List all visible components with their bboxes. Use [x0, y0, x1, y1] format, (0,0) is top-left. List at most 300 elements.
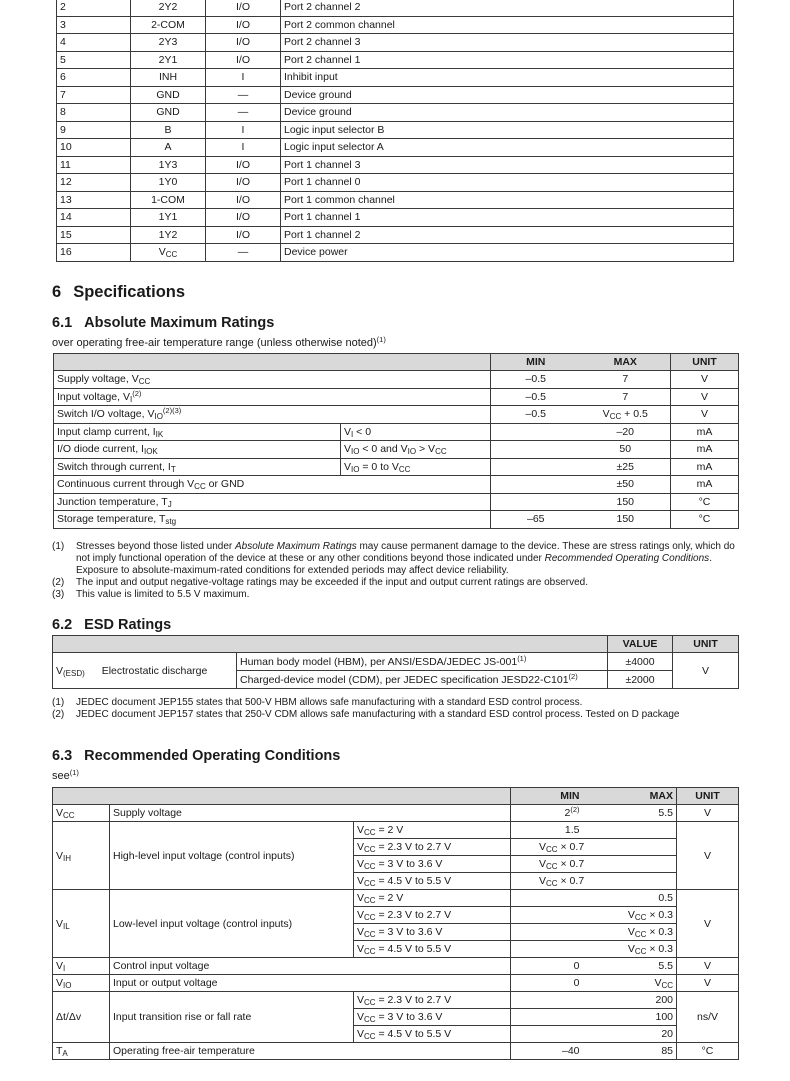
min-value [511, 822, 594, 839]
header-max: MAX [594, 788, 677, 805]
pin-description: Logic input selector B [281, 121, 734, 139]
symbol-cell [53, 992, 110, 1043]
symbol-tail: = 2 V [375, 824, 404, 836]
emphasis: Recommended Operating Conditions [544, 553, 710, 564]
table-row [57, 69, 734, 87]
section-6-2-heading [52, 617, 171, 633]
max-value [594, 958, 677, 975]
cond-tail: < 0 [353, 425, 372, 438]
table-row [57, 191, 734, 209]
symbol [357, 841, 451, 853]
cond-text: V [344, 460, 352, 473]
emphasis: Absolute Maximum Ratings [234, 541, 357, 552]
pin-io: I [206, 121, 281, 139]
min-value: –0.5 [491, 406, 581, 424]
symbol [56, 977, 71, 989]
min-value [491, 493, 581, 511]
cond-tail: < 0 and V [359, 443, 408, 456]
section-title: ESD Ratings [84, 617, 172, 633]
symbol-main: V [56, 960, 64, 972]
pin-io: — [206, 86, 281, 104]
parameter [54, 406, 491, 424]
pin-name: 1Y0 [131, 174, 206, 192]
symbol-tail: = 4.5 V to 5.5 V [375, 875, 452, 887]
parameter [54, 476, 491, 494]
min-value [511, 873, 594, 890]
table-row [54, 371, 739, 389]
param-text: Input clamp current, I [57, 425, 156, 438]
symbol [357, 1011, 442, 1023]
unit: V [677, 975, 739, 992]
table-row-ta [53, 1043, 739, 1060]
unit: V [677, 822, 739, 890]
header-min: MIN [491, 354, 581, 371]
header-blank [53, 788, 511, 805]
esd-model-cdm [237, 671, 608, 689]
max-value [594, 839, 677, 856]
condition [354, 839, 511, 856]
section-6-3-heading [52, 748, 340, 764]
parameter: Input or output voltage [110, 975, 511, 992]
pin-name: 2Y2 [131, 0, 206, 16]
cond-sub: CC [435, 447, 447, 457]
symbol [628, 926, 673, 938]
symbol-main: V [357, 841, 365, 853]
symbol [357, 926, 442, 938]
pin-number: 6 [57, 69, 131, 87]
symbol-sub: CC [364, 879, 376, 888]
symbol-main: V [357, 858, 365, 870]
condition [341, 458, 491, 476]
symbol-tail: × 0.3 [646, 909, 674, 921]
max-text: 20 [661, 1028, 674, 1040]
cond-sub: I [351, 429, 354, 439]
symbol-sub: CC [364, 828, 376, 837]
unit: V [671, 388, 739, 406]
symbol [628, 943, 673, 955]
max-value [594, 822, 677, 839]
unit: mA [671, 476, 739, 494]
table-row [54, 441, 739, 459]
max-text: ±50 [616, 478, 634, 491]
pin-io: — [206, 104, 281, 122]
condition [354, 856, 511, 873]
symbol-sub: CC [546, 879, 558, 888]
symbol-tail: = 2 V [375, 892, 404, 904]
min-value [511, 805, 594, 822]
symbol-main: V [539, 875, 547, 887]
min-text: 2 [564, 807, 571, 819]
symbol-sub: (ESD) [63, 668, 85, 678]
unit: V [677, 890, 739, 958]
max-text: 150 [616, 495, 635, 508]
max-sub: CC [661, 981, 674, 990]
symbol-sub: CC [364, 862, 376, 871]
symbol [357, 875, 451, 887]
symbol-sub: IH [63, 853, 72, 863]
min-value [511, 958, 594, 975]
pin-number: 11 [57, 156, 131, 174]
symbol-tail: × 0.3 [646, 926, 674, 938]
pin-description: Device power [281, 244, 734, 262]
parameter [54, 441, 341, 459]
cond-sub: IO [351, 464, 360, 474]
model-text: Human body model (HBM), per ANSI/ESDA/JEDEC JS-001 [240, 655, 518, 668]
table-row-vil [53, 890, 739, 907]
caption-text: over operating free-air temperature range (unless otherwise noted) [52, 337, 377, 349]
max-text: 50 [619, 443, 632, 456]
symbol-sub: CC [364, 896, 376, 905]
pin-number: 15 [57, 226, 131, 244]
symbol [539, 841, 584, 853]
pin-description: Port 1 channel 2 [281, 226, 734, 244]
section-number: 6.3 [52, 748, 73, 764]
symbol [159, 246, 178, 258]
symbol-sub: CC [364, 1015, 376, 1024]
max-value [594, 1043, 677, 1060]
pin-number: 5 [57, 51, 131, 69]
max-value [594, 975, 677, 992]
pin-io: I/O [206, 0, 281, 16]
min-text: 0 [573, 977, 580, 989]
symbol-main: V [357, 994, 365, 1006]
esd-param: Electrostatic discharge [101, 664, 208, 677]
max-text: 100 [655, 1011, 674, 1023]
condition [354, 822, 511, 839]
section-title: Absolute Maximum Ratings [84, 315, 275, 331]
table-row-vio [53, 975, 739, 992]
table-row [57, 104, 734, 122]
min-value [491, 458, 581, 476]
symbol-main: V [627, 909, 635, 921]
footnote [52, 709, 742, 721]
max-text: –20 [616, 425, 635, 438]
symbol [56, 807, 75, 819]
param-tail: or GND [205, 478, 245, 491]
symbol-sub: CC [364, 1032, 376, 1041]
table-row [57, 244, 734, 262]
amr-footnotes [52, 541, 742, 601]
max-sub: CC [609, 412, 622, 422]
table-row [57, 174, 734, 192]
pin-name: 1Y3 [131, 156, 206, 174]
cond-text: V [344, 443, 352, 456]
parameter: Control input voltage [110, 958, 511, 975]
symbol-sub: CC [165, 250, 178, 260]
header-max: MAX [581, 354, 671, 371]
footnote-ref: (1) [517, 653, 527, 663]
pin-description: Port 2 channel 2 [281, 0, 734, 16]
symbol [357, 994, 451, 1006]
symbol-cell [53, 975, 110, 992]
parameter: Input transition rise or fall rate [110, 992, 354, 1043]
symbol-main: V [539, 841, 547, 853]
pin-io: I [206, 69, 281, 87]
symbol [539, 858, 584, 870]
pin-number: 4 [57, 34, 131, 52]
pin-name: INH [131, 69, 206, 87]
condition [354, 941, 511, 958]
unit: °C [671, 511, 739, 529]
footnote [52, 541, 742, 577]
table-row [54, 388, 739, 406]
max-value [581, 441, 671, 459]
section-number: 6 [52, 283, 62, 301]
pin-number: 7 [57, 86, 131, 104]
symbol-main: V [56, 849, 64, 862]
param-text: Switch I/O voltage, V [57, 408, 155, 421]
pin-description: Logic input selector A [281, 139, 734, 157]
esd-value-cdm: ±2000 [608, 671, 673, 689]
max-text: 7 [622, 390, 629, 403]
symbol-cell [53, 822, 110, 890]
symbol-tail: × 0.7 [557, 841, 585, 853]
pin-io: I/O [206, 51, 281, 69]
pin-description: Port 1 channel 3 [281, 156, 734, 174]
unit: mA [671, 423, 739, 441]
parameter: Operating free-air temperature [110, 1043, 511, 1060]
unit: mA [671, 458, 739, 476]
max-text: ±25 [616, 460, 634, 473]
footnote-ref: (1) [69, 768, 79, 777]
symbol: Δt/Δv [56, 1011, 82, 1023]
table-row-vih [53, 822, 739, 839]
symbol-sub: CC [364, 947, 376, 956]
symbol-tail: = 3 V to 3.6 V [375, 858, 443, 870]
min-text: 0 [573, 960, 580, 972]
max-value [581, 511, 671, 529]
max-value [594, 873, 677, 890]
symbol-sub: CC [364, 930, 376, 939]
param-sub: T [170, 464, 176, 474]
esd-model-hbm [237, 653, 608, 671]
unit: °C [677, 1043, 739, 1060]
max-value [581, 406, 671, 424]
parameter: Supply voltage [110, 805, 511, 822]
pin-name [131, 244, 206, 262]
pin-io: I/O [206, 174, 281, 192]
pin-io: I/O [206, 34, 281, 52]
symbol [357, 909, 451, 921]
amr-caption [52, 337, 386, 349]
symbol-main: T [56, 1045, 63, 1057]
pin-name: A [131, 139, 206, 157]
symbol-main: V [357, 926, 365, 938]
table-row [57, 34, 734, 52]
footnote [52, 589, 742, 601]
cond-tail: > V [416, 443, 436, 456]
param-sub: I [129, 394, 133, 404]
min-text: 1.5 [564, 824, 580, 836]
symbol-sub: CC [63, 811, 75, 820]
header-value: VALUE [608, 636, 673, 653]
max-value [581, 476, 671, 494]
table-row [54, 511, 739, 529]
min-value [511, 1009, 594, 1026]
min-value: –0.5 [491, 371, 581, 389]
table-row [54, 423, 739, 441]
roc-caption [52, 770, 79, 782]
table-row [57, 156, 734, 174]
symbol-tail: × 0.7 [557, 875, 585, 887]
min-value [491, 476, 581, 494]
table-row-vi [53, 958, 739, 975]
min-value [511, 1026, 594, 1043]
symbol-main: V [56, 664, 64, 677]
min-value: –65 [491, 511, 581, 529]
symbol-sub: CC [546, 845, 558, 854]
condition [341, 441, 491, 459]
absolute-max-ratings-table [53, 353, 739, 529]
symbol [56, 918, 70, 930]
max-tail: + 0.5 [621, 408, 648, 421]
cond-sub: IO [407, 447, 417, 457]
pin-name: 1-COM [131, 191, 206, 209]
symbol-cell [53, 805, 110, 822]
parameter [54, 423, 341, 441]
header-unit: UNIT [673, 636, 739, 653]
max-value [594, 805, 677, 822]
max-value [594, 941, 677, 958]
condition [354, 873, 511, 890]
esd-symbol-param [53, 653, 237, 689]
symbol-main: V [357, 1011, 365, 1023]
symbol-main: V [357, 943, 365, 955]
min-value [511, 890, 594, 907]
symbol-sub: CC [634, 913, 647, 922]
condition [354, 1026, 511, 1043]
cond-text: V [344, 425, 352, 438]
symbol-main: V [357, 824, 365, 836]
footnote-number: (2) [52, 577, 65, 588]
condition [354, 992, 511, 1009]
symbol [56, 1045, 68, 1057]
max-value [581, 371, 671, 389]
max-text: 150 [616, 513, 635, 526]
table-row [57, 121, 734, 139]
header-blank [53, 636, 608, 653]
footnote-ref: (1) [376, 335, 386, 344]
unit: mA [671, 441, 739, 459]
symbol-main: V [56, 807, 64, 819]
pin-name: 2Y1 [131, 51, 206, 69]
symbol-tail: = 4.5 V to 5.5 V [375, 1028, 452, 1040]
footnote-number: (1) [52, 541, 65, 552]
max-value [594, 1009, 677, 1026]
unit: V [671, 371, 739, 389]
pin-io: I/O [206, 156, 281, 174]
pin-description: Device ground [281, 86, 734, 104]
unit: V [677, 805, 739, 822]
pin-name: 1Y2 [131, 226, 206, 244]
pin-io: — [206, 244, 281, 262]
pin-number: 14 [57, 209, 131, 227]
max-text: 0.5 [658, 892, 674, 904]
symbol-sub: CC [634, 947, 647, 956]
param-sub: stg [165, 517, 177, 527]
header-unit: UNIT [677, 788, 739, 805]
min-value [511, 975, 594, 992]
symbol-main: V [158, 246, 166, 259]
header-blank [54, 354, 491, 371]
pin-io: I/O [206, 209, 281, 227]
symbol-main: V [627, 926, 635, 938]
pin-number: 13 [57, 191, 131, 209]
max-text: 200 [655, 994, 674, 1006]
pin-description: Port 2 channel 3 [281, 34, 734, 52]
param-text: I/O diode current, I [57, 443, 144, 456]
min-value [511, 839, 594, 856]
max-text: 7 [622, 373, 629, 386]
min-value [511, 1043, 594, 1060]
header-unit: UNIT [671, 354, 739, 371]
condition [341, 423, 491, 441]
pin-io: I/O [206, 191, 281, 209]
symbol-main: V [357, 892, 365, 904]
min-value [511, 907, 594, 924]
symbol [357, 824, 403, 836]
symbol-cell [53, 890, 110, 958]
table-row-dtdv [53, 992, 739, 1009]
symbol-cell [53, 958, 110, 975]
max-value [594, 856, 677, 873]
pin-description: Port 2 common channel [281, 16, 734, 34]
param-sub: CC [194, 482, 206, 492]
symbol-main: V [56, 977, 64, 989]
section-title: Specifications [73, 283, 186, 301]
table-row [54, 458, 739, 476]
symbol [56, 850, 71, 862]
pin-io: I/O [206, 226, 281, 244]
parameter [54, 511, 491, 529]
symbol-sub: A [62, 1049, 68, 1058]
max-value [581, 423, 671, 441]
min-value [511, 856, 594, 873]
condition [354, 1009, 511, 1026]
pin-number: 10 [57, 139, 131, 157]
table-row [54, 476, 739, 494]
pin-description: Port 2 channel 1 [281, 51, 734, 69]
min-value [511, 941, 594, 958]
pin-number: 2 [57, 0, 131, 16]
parameter [54, 493, 491, 511]
table-row [57, 209, 734, 227]
footnote-number: (1) [52, 697, 65, 708]
cond-tail: = 0 to V [359, 460, 399, 473]
symbol [357, 943, 451, 955]
pin-name: GND [131, 86, 206, 104]
section-6-1-heading [52, 315, 274, 331]
symbol-sub: CC [364, 913, 376, 922]
symbol-main: V [357, 875, 365, 887]
parameter [54, 388, 491, 406]
symbol-sub: CC [364, 845, 376, 854]
table-row [54, 406, 739, 424]
symbol-main: V [627, 943, 635, 955]
max-text: 5.5 [658, 960, 674, 972]
condition [354, 890, 511, 907]
param-text: Input voltage, V [57, 390, 130, 403]
param-text: Switch through current, I [57, 460, 171, 473]
esd-value-hbm: ±4000 [608, 653, 673, 671]
param-sub: IK [155, 429, 164, 439]
section-number: 6.1 [52, 315, 73, 331]
param-text: Supply voltage, V [57, 373, 139, 386]
symbol-main: V [357, 1028, 365, 1040]
footnote-ref: (2) [570, 805, 580, 814]
cond-sub: IO [351, 447, 360, 457]
footnote-ref: (2) [568, 671, 578, 681]
